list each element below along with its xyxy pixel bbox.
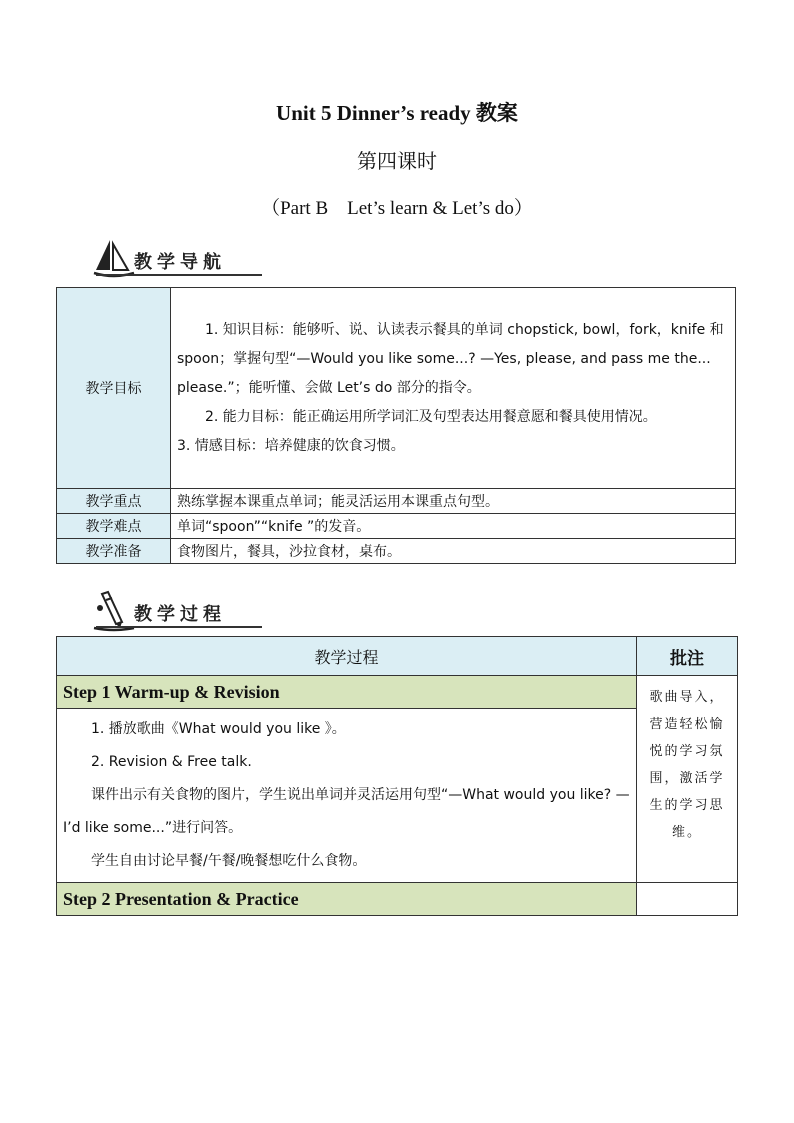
goal-line: 3. 情感目标：培养健康的饮食习惯。: [177, 437, 405, 454]
table-header-row: [57, 637, 738, 676]
step-line: 1. 播放歌曲《What would you like 》。: [91, 721, 346, 737]
table-row: [57, 709, 738, 883]
section-underline: [96, 626, 262, 628]
step-line: 学生自由讨论早餐/午餐/晚餐想吃什么食物。: [91, 853, 367, 869]
prep-value: 食物图片，餐具，沙拉食材，桌布。: [171, 539, 736, 564]
step-line: 课件出示有关食物的图片，学生说出单词并灵活运用句型“—What would you like? —I’d like some...”进行问答。: [63, 787, 630, 836]
step-line: 2. Revision & Free talk.: [91, 754, 252, 770]
section-heading-navigation: [92, 236, 262, 280]
column-header-process: 教学过程: [57, 637, 637, 676]
table-row: [57, 489, 736, 514]
key-value: 熟练掌握本课重点单词；能灵活运用本课重点句型。: [171, 489, 736, 514]
teaching-process-table: [56, 636, 738, 916]
section-label: 教学导航: [134, 252, 226, 273]
table-row: [57, 539, 736, 564]
goal-label: 教学目标: [57, 288, 171, 489]
section-heading-process: [92, 588, 262, 632]
difficulty-label: 教学难点: [57, 514, 171, 539]
key-label: 教学重点: [57, 489, 171, 514]
lesson-part: （Part B Let’s learn & Let’s do）: [261, 198, 533, 219]
step-title: Step 2 Presentation & Practice: [57, 883, 637, 916]
goal-line: 1. 知识目标：能够听、说、认读表示餐具的单词 chopstick, bowl，fork，knife 和 spoon；掌握句型“—Would you like some...? —Yes, please, and pass me the... please.”；能听懂、会做 Let’s do 部分的指令。: [177, 321, 724, 396]
table-row: [57, 514, 736, 539]
goal-content: [171, 288, 736, 489]
step-note: 歌曲导入，营造轻松愉悦的学习氛围，激活学生的学习思维。: [637, 676, 738, 883]
step-body: [57, 709, 637, 883]
step-note-empty: [637, 883, 738, 916]
prep-label: 教学准备: [57, 539, 171, 564]
goal-line: 2. 能力目标：能正确运用所学词汇及句型表达用餐意愿和餐具使用情况。: [205, 408, 657, 425]
difficulty-value: 单词“spoon”“knife ”的发音。: [171, 514, 736, 539]
teaching-navigation-table: [56, 287, 736, 564]
step-title: Step 1 Warm-up & Revision: [57, 676, 637, 709]
table-row: [57, 288, 736, 489]
table-row: [57, 883, 738, 916]
document-title: Unit 5 Dinner’s ready 教案: [276, 101, 518, 125]
section-label: 教学过程: [134, 604, 226, 625]
section-underline: [96, 274, 262, 276]
table-row: [57, 676, 738, 709]
lesson-number: 第四课时: [357, 151, 437, 173]
column-header-note: 批注: [637, 637, 738, 676]
